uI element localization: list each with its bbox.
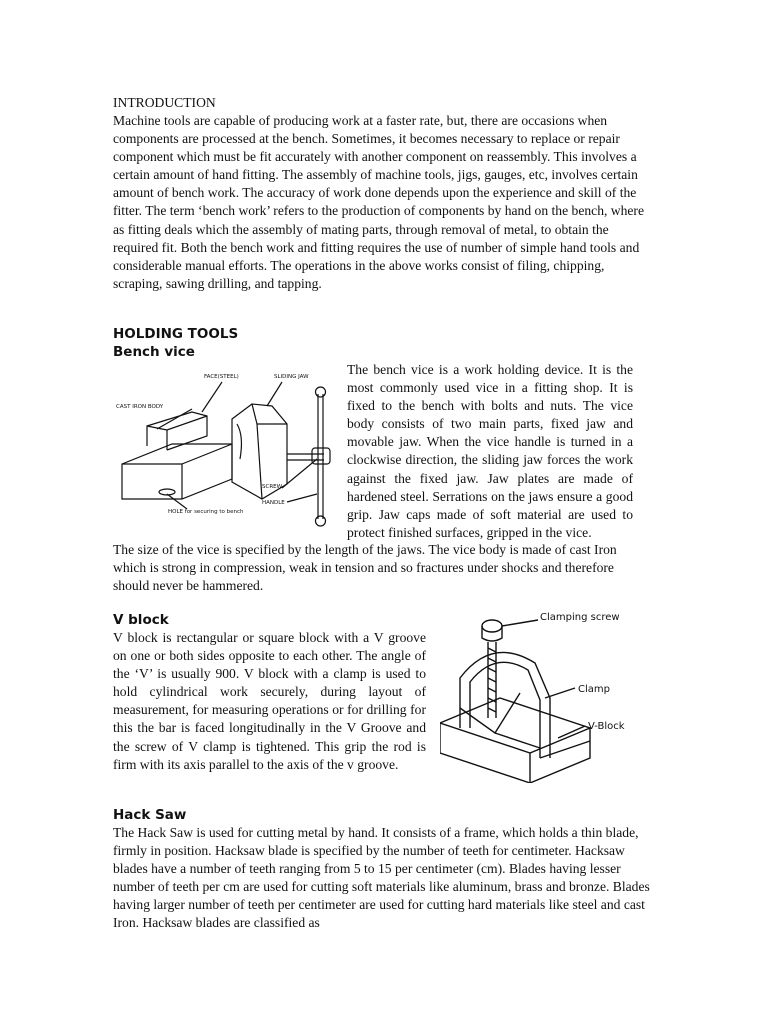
intro-heading: INTRODUCTION xyxy=(113,95,216,110)
v-block-paragraph: V block is rectangular or square block with a V groove on one or both sides opposite to each other. The angle of the ‘V’ is usually 900. V block with a clamp is used to hold cylindrical work securely, during layout of measurement, for measuring operations or for drilling for this the bar is faced longitudinally in the V Groove and the screw of V clamp is tightened. This grip the rod is firm with its axis parallel to the axis of the v groove. xyxy=(113,630,426,772)
v-block-heading: V block xyxy=(113,612,169,628)
bench-vice-paragraph-continued: The size of the vice is specified by the length of the jaws. The vice body is made of cast Iron which is strong in compression, weak in tension and so fractures under shocks and therefore should never be hammered. xyxy=(113,542,617,594)
vice-label-handle: HANDLE xyxy=(262,500,285,506)
vice-label-face: FACE(STEEL) xyxy=(204,374,239,380)
vice-label-screw: SCREW xyxy=(262,484,283,490)
vice-label-cast-iron-body: CAST IRON BODY xyxy=(116,404,164,410)
bench-vice-figure xyxy=(112,364,342,539)
bench-vice-paragraph: The bench vice is a work holding device. It is the most commonly used vice in a fitting shop. It is fixed to the bench with bolts and nuts. The vice body consists of two main parts, fixed jaw and movable jaw. When the vice handle is turned in a clockwise direction, the sliding jaw forces the work against the fixed jaw. Jaw plates are made of hardened steel. Serrations on the jaws ensure a good grip. Jaw caps made of soft material are used to protect finished surfaces, gripped in the vice. xyxy=(347,362,633,540)
intro-paragraph: Machine tools are capable of producing work at a faster rate, but, there are occasions when components are processed at the bench. Sometimes, it becomes necessary to replace or repair component which must be fit accurately with another component on reassembly. This involves a certain amount of hand fitting. The assembly of machine tools, jigs, gauges, etc, involves certain amount of bench work. The accuracy of work done depends upon the experience and skill of the fitter. The term ‘bench work’ refers to the production of components by hand on the bench, where as fitting deals which the assembly of mating parts, through removal of metal, to obtain the required fit. Both the bench work and fitting requires the use of number of simple hand tools and considerable manual efforts. The operations in the above works consist of filing, chipping, scraping, sawing drilling, and tapping. xyxy=(113,113,644,291)
v-block-figure xyxy=(440,608,640,783)
holding-tools-heading: HOLDING TOOLS xyxy=(113,326,239,342)
hack-saw-paragraph: The Hack Saw is used for cutting metal by hand. It consists of a frame, which holds a thin blade, firmly in position. Hacksaw blade is specified by the number of teeth for centimeter. Hacksaw blades have a number of teeth ranging from 5 to 15 per centimeter (cm). Blades having lesser number of teeth per cm are used for cutting soft materials like aluminum, brass and bronze. Blades having larger number of teeth per centimeter are used for cutting hard materials like steel and cast Iron. Hacksaw blades are classified as xyxy=(113,825,650,931)
vblock-label-clamp: Clamp xyxy=(578,684,610,695)
bench-vice-heading: Bench vice xyxy=(113,344,195,360)
hack-saw-heading: Hack Saw xyxy=(113,807,187,823)
vblock-label-v-block: V-Block xyxy=(588,721,625,732)
vice-label-hole: HOLE for securing to bench xyxy=(168,509,244,515)
vice-label-sliding-jaw: SLIDING JAW xyxy=(274,374,309,380)
vblock-label-clamping-screw: Clamping screw xyxy=(540,612,620,623)
